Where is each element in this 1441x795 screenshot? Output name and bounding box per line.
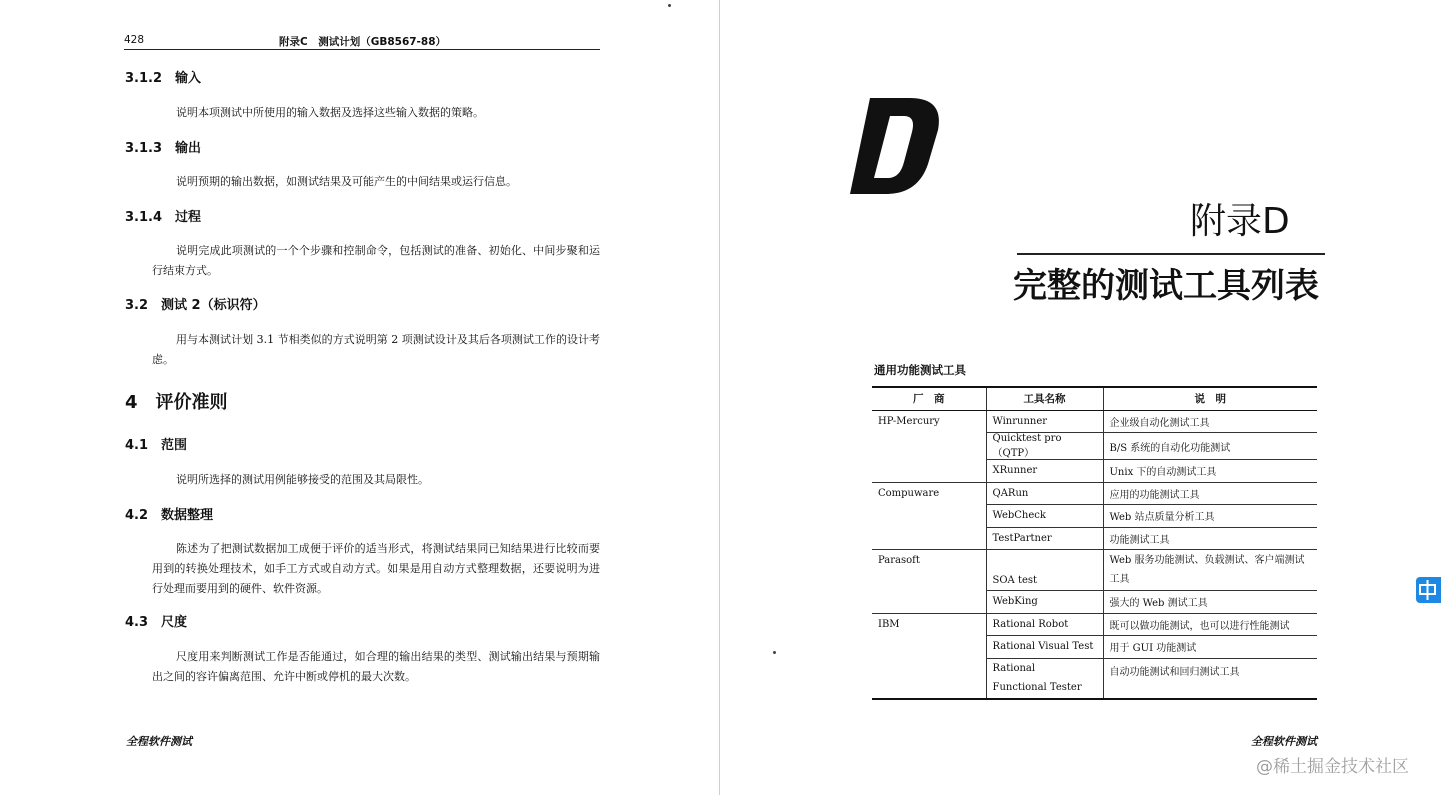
table-row (872, 482, 1317, 505)
tool-name-cell: Rational Functional Tester (986, 658, 1103, 699)
scan-speck (668, 4, 671, 7)
paragraph-3-1-2: 说明本项测试中所使用的输入数据及选择这些输入数据的策略。 (176, 106, 484, 119)
tool-desc-cell: B/S 系统的自动化功能测试 (1103, 433, 1317, 460)
tool-name-cell: SOA test (986, 550, 1103, 591)
table-caption: 通用功能测试工具 (874, 363, 966, 377)
paragraph-4-1: 说明所选择的测试用例能够接受的范围及其局限性。 (176, 473, 429, 486)
tool-desc-cell: 强大的 Web 测试工具 (1103, 591, 1317, 614)
tool-desc-cell: 功能测试工具 (1103, 527, 1317, 550)
tool-desc-cell: Web 站点质量分析工具 (1103, 505, 1317, 528)
table-row (872, 613, 1317, 636)
vendor-cell: Parasoft (872, 550, 986, 614)
page-edge-left (719, 0, 720, 795)
title-rule (1017, 253, 1325, 255)
heading-3-1-3: 3.1.3 输出 (125, 141, 202, 156)
table-row (872, 550, 1317, 591)
tool-desc-cell: Web 服务功能测试、负载测试、客户端测试工具 (1103, 550, 1317, 591)
heading-3-1-2: 3.1.2 输入 (125, 71, 202, 86)
tool-desc-cell: 应用的功能测试工具 (1103, 482, 1317, 505)
table-row (872, 410, 1317, 433)
tool-name-cell: Rational Visual Test (986, 636, 1103, 659)
tool-name-cell: Winrunner (986, 410, 1103, 433)
heading-4-3: 4.3 尺度 (125, 615, 188, 630)
heading-3-1-4: 3.1.4 过程 (125, 210, 202, 225)
tool-desc-cell: 自动功能测试和回归测试工具 (1103, 658, 1317, 699)
heading-4-2: 4.2 数据整理 (125, 508, 214, 523)
running-title: 附录C 测试计划（GB8567-88） (279, 36, 447, 48)
right-footer: 全程软件测试 (1251, 735, 1317, 748)
paragraph-3-2: 用与本测试计划 3.1 节相类似的方式说明第 2 项测试设计及其后各项测试工作的设计考虑。 (152, 333, 600, 366)
running-head (124, 32, 600, 50)
translate-side-tab[interactable] (1416, 577, 1441, 603)
header-tool-name: 工具名称 (986, 387, 1103, 410)
header-vendor: 厂 商 (872, 387, 986, 410)
heading-4: 4 评价准则 (125, 392, 228, 413)
appendix-label: 附录D (1190, 201, 1290, 242)
vendor-cell: IBM (872, 613, 986, 699)
paragraph-3-1-3: 说明预期的输出数据，如测试结果及可能产生的中间结果或运行信息。 (176, 175, 517, 188)
left-footer: 全程软件测试 (126, 735, 192, 748)
tool-name-cell: TestPartner (986, 527, 1103, 550)
tool-name-cell: XRunner (986, 460, 1103, 483)
vendor-cell: HP-Mercury (872, 410, 986, 482)
tools-table (872, 386, 1317, 700)
tool-desc-cell: Unix 下的自动测试工具 (1103, 460, 1317, 483)
tool-desc-cell: 企业级自动化测试工具 (1103, 410, 1317, 433)
scan-speck (773, 651, 776, 654)
tool-desc-cell: 既可以做功能测试，也可以进行性能测试 (1103, 613, 1317, 636)
heading-4-1: 4.1 范围 (125, 438, 188, 453)
tool-name-cell: WebCheck (986, 505, 1103, 528)
left-page (0, 0, 720, 795)
paragraph-4-3: 尺度用来判断测试工作是否能通过，如合理的输出结果的类型、测试输出结果与预期输出之间的容许偏离范围、允许中断或停机的最大次数。 (152, 650, 600, 683)
paragraph-4-2: 陈述为了把测试数据加工成便于评价的适当形式，将测试结果同已知结果进行比较而要用到的转换处理技术，如手工方式或自动方式。如果是用自动方式整理数据，还要说明为进行处理而要用到的硬件、软件资源。 (152, 542, 600, 595)
vendor-cell: Compuware (872, 482, 986, 550)
heading-3-2: 3.2 测试 2（标识符） (125, 298, 266, 313)
tool-name-cell: WebKing (986, 591, 1103, 614)
tool-desc-cell: 用于 GUI 功能测试 (1103, 636, 1317, 659)
watermark: @稀土掘金技术社区 (1256, 757, 1409, 777)
tool-name-cell: QARun (986, 482, 1103, 505)
tool-name-cell: Rational Robot (986, 613, 1103, 636)
header-description: 说 明 (1103, 387, 1317, 410)
translate-icon (1416, 577, 1441, 603)
chapter-letter-d (848, 96, 943, 196)
chapter-title: 完整的测试工具列表 (1013, 266, 1319, 306)
paragraph-3-1-4: 说明完成此项测试的一个个步骤和控制命令，包括测试的准备、初始化、中间步聚和运行结束方式。 (152, 244, 600, 277)
page-number: 428 (124, 34, 145, 46)
tool-name-cell: Quicktest pro （QTP） (986, 433, 1103, 460)
table-header-row (872, 387, 1317, 410)
